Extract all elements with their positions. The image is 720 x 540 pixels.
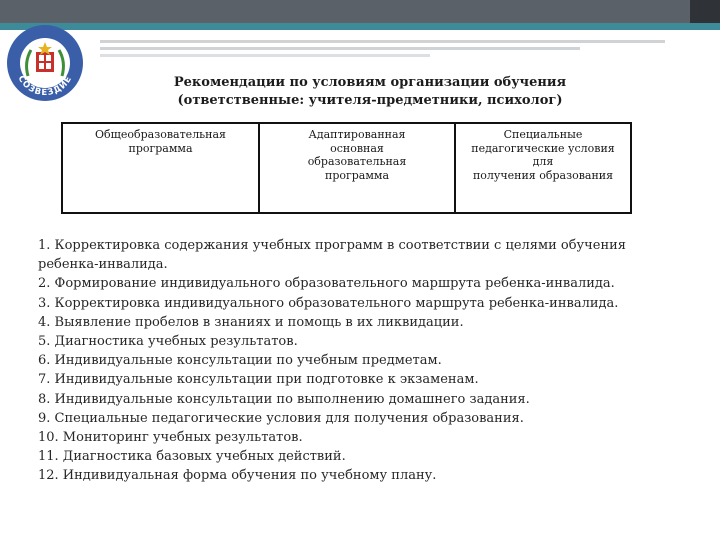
top-bar — [0, 0, 720, 23]
title-subtitle: (ответственные: учителя-предметники, психолог) — [177, 93, 563, 108]
cell-line: Адаптированная — [308, 128, 406, 141]
list-item: 12. Индивидуальная форма обучения по учебному плану. — [38, 468, 437, 484]
divider-line — [100, 40, 665, 43]
cell-line: педагогические условия — [471, 141, 615, 155]
school-logo — [4, 22, 86, 104]
cell-line: образовательная — [307, 155, 407, 168]
cell-line: получения образования — [472, 168, 614, 182]
list-item: 9. Специальные педагогические условия для получения образования. — [38, 410, 524, 426]
program-table — [61, 122, 632, 214]
list-item: 11. Диагностика базовых учебных действий. — [38, 449, 346, 465]
list-item: 4. Выявление пробелов в знаниях и помощь в их ликвидации. — [38, 314, 464, 330]
cell-line: основная — [330, 141, 384, 155]
title-line: Рекомендации по условиям организации обучения — [173, 75, 567, 90]
list-item: 6. Индивидуальные консультации по учебным предметам. — [38, 353, 442, 369]
divider-line — [100, 47, 580, 50]
table-cell-general-program — [63, 124, 258, 212]
list-item: 5. Диагностика учебных результатов. — [38, 334, 298, 350]
recommendation-list — [38, 236, 698, 486]
logo-text: СОЗВЕЗДИЕ — [15, 74, 75, 99]
table-cell-special-conditions — [454, 124, 630, 212]
list-item: 10. Мониторинг учебных результатов. — [38, 430, 303, 446]
list-item: 3. Корректировка индивидуального образовательного маршрута ребенка-инвалида. — [38, 295, 619, 311]
accent-rule — [0, 23, 720, 30]
list-item: 2. Формирование индивидуального образовательного маршрута ребенка-инвалида. — [38, 276, 615, 292]
cell-line: Общеобразовательная — [95, 128, 226, 141]
list-item: 8. Индивидуальные консультации по выполнению домашнего задания. — [38, 391, 530, 407]
table-cell-adapted-program — [258, 124, 454, 212]
list-item: 1. Корректировка содержания учебных программ в соответствии с целями обучения — [38, 238, 626, 253]
divider-line — [100, 54, 430, 57]
cell-line: программа — [324, 168, 390, 182]
cell-line: для — [532, 155, 554, 168]
list-item: ребенка-инвалида. — [38, 257, 168, 273]
page-title — [100, 74, 640, 110]
list-item: 7. Индивидуальные консультации при подготовке к экзаменам. — [38, 372, 479, 388]
cell-line: Специальные — [503, 128, 583, 141]
cell-line: программа — [128, 141, 193, 155]
top-bar-corner — [690, 0, 720, 23]
